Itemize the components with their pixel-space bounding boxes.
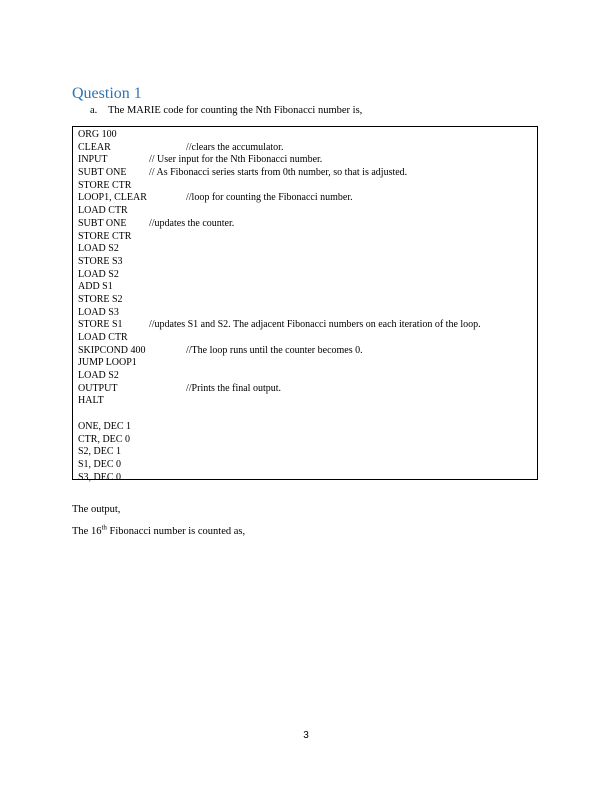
code-line xyxy=(78,180,533,193)
code-line xyxy=(78,459,533,472)
code-line xyxy=(78,269,533,282)
code-instruction: STORE S3 xyxy=(78,255,123,267)
code-instruction: ORG 100 xyxy=(78,129,117,140)
code-instruction: ONE, DEC 1 xyxy=(78,420,132,432)
fibonacci-sentence-end: Fibonacci number is counted as, xyxy=(106,526,246,537)
code-line xyxy=(78,332,533,345)
code-instruction: LOAD S3 xyxy=(78,306,119,318)
code-comment: //updates the counter. xyxy=(149,217,235,229)
code-instruction: S3, DEC 0 xyxy=(78,471,122,483)
code-line xyxy=(78,408,533,421)
code-comment: //The loop runs until the counter becomes 0. xyxy=(186,344,363,356)
section-heading: Question 1 xyxy=(72,85,142,102)
code-instruction: OUTPUT xyxy=(78,382,118,394)
code-line xyxy=(78,345,533,358)
code-instruction: S1, DEC 0 xyxy=(78,458,122,470)
code-line xyxy=(78,319,533,332)
code-line xyxy=(78,243,533,256)
code-instruction: STORE CTR xyxy=(78,179,132,191)
code-instruction: SUBT ONE xyxy=(78,167,127,179)
code-instruction: STORE S1 xyxy=(78,319,123,331)
code-line xyxy=(78,256,533,269)
output-label: The output, xyxy=(72,504,121,515)
code-instruction: LOAD S2 xyxy=(78,370,119,382)
ordinal-suffix: th xyxy=(101,523,107,532)
code-instruction: STORE CTR xyxy=(78,230,132,242)
code-instruction: ADD S1 xyxy=(78,281,113,293)
code-line xyxy=(78,446,533,459)
code-comment: // As Fibonacci series starts from 0th number, so that is adjusted. xyxy=(149,167,408,179)
code-instruction: LOAD S2 xyxy=(78,268,119,280)
code-instruction: JUMP LOOP1 xyxy=(78,357,137,369)
code-line xyxy=(78,357,533,370)
code-line xyxy=(78,434,533,447)
code-lines xyxy=(78,129,533,484)
code-instruction: HALT xyxy=(78,395,104,407)
code-instruction: SKIPCOND 400 xyxy=(78,344,146,356)
code-line xyxy=(78,395,533,408)
code-instruction: STORE S2 xyxy=(78,293,123,305)
code-line xyxy=(78,167,533,180)
code-comment: //updates S1 and S2. The adjacent Fibonacci numbers on each iteration of the loop. xyxy=(149,319,481,331)
code-line xyxy=(78,281,533,294)
code-instruction: SUBT ONE xyxy=(78,217,127,229)
code-line xyxy=(78,370,533,383)
code-instruction: LOAD CTR xyxy=(78,205,128,217)
code-line xyxy=(78,129,533,142)
code-line xyxy=(78,205,533,218)
code-line xyxy=(78,192,533,205)
code-line xyxy=(78,307,533,320)
code-line xyxy=(78,421,533,434)
list-marker: a. xyxy=(90,105,98,116)
code-instruction: LOAD S2 xyxy=(78,243,119,255)
code-instruction: LOOP1, CLEAR xyxy=(78,192,147,204)
code-comment: //loop for counting the Fibonacci number. xyxy=(186,192,353,204)
code-comment: //clears the accumulator. xyxy=(186,141,284,153)
list-item-text: The MARIE code for counting the Nth Fibonacci number is, xyxy=(108,105,363,116)
code-instruction: LOAD CTR xyxy=(78,332,128,343)
code-instruction: S2, DEC 1 xyxy=(78,446,122,458)
code-line xyxy=(78,231,533,244)
code-block xyxy=(72,126,538,483)
code-line xyxy=(78,383,533,396)
page-number: 3 xyxy=(303,730,309,741)
code-instruction: CLEAR xyxy=(78,141,111,153)
code-instruction: CTR, DEC 0 xyxy=(78,433,130,445)
code-line xyxy=(78,294,533,307)
code-comment: // User input for the Nth Fibonacci number. xyxy=(149,154,323,166)
fibonacci-sentence xyxy=(72,525,245,538)
code-line xyxy=(78,472,533,485)
fibonacci-sentence-start: The 16 xyxy=(72,526,102,537)
code-instruction: INPUT xyxy=(78,154,108,166)
code-line xyxy=(78,218,533,231)
code-line xyxy=(78,154,533,167)
code-comment: //Prints the final output. xyxy=(186,382,281,394)
list-item-a xyxy=(90,104,362,117)
code-line xyxy=(78,142,533,155)
